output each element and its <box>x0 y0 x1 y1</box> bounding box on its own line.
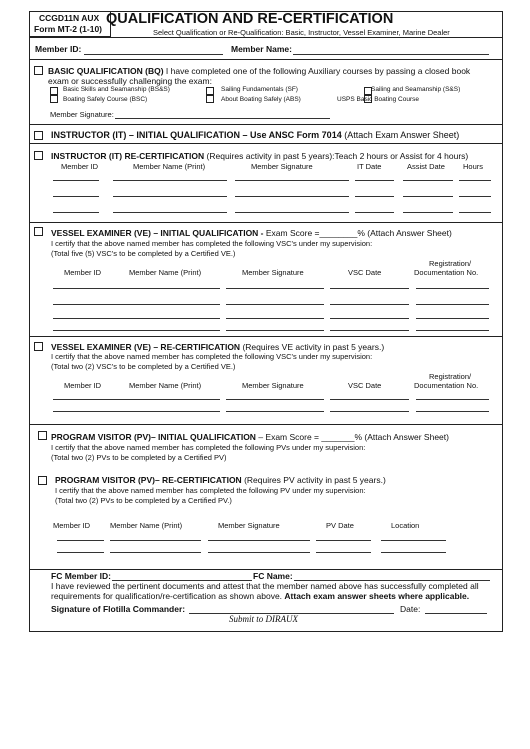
course-checkbox-bss[interactable] <box>50 87 58 95</box>
form-border <box>29 11 503 632</box>
ve-initial-text1: I certify that the above named member has completed the following VSC's under my supervision: <box>51 239 373 248</box>
divider <box>29 222 503 223</box>
col-registration: Registration/ <box>429 259 472 268</box>
course-sf: Sailing Fundamentals (SF) <box>221 86 298 93</box>
basic-qualification-title: BASIC QUALIFICATION (BQ) <box>48 66 164 76</box>
table-entry-line[interactable] <box>355 180 394 181</box>
pv-initial-note: – Exam Score = _______% (Attach Answer Sheet) <box>255 432 449 442</box>
ve-recert-heading <box>51 342 384 352</box>
member-id-label: Member ID: <box>35 44 82 54</box>
table-entry-line[interactable] <box>119 411 220 412</box>
table-entry-line[interactable] <box>403 196 453 197</box>
col-member-name: Member Name (Print) <box>129 381 202 390</box>
attestation-text1: I have reviewed the pertinent documents and attest that the member named above has successfully completed all <box>51 581 479 591</box>
table-entry-line[interactable] <box>119 399 220 400</box>
table-entry-line[interactable] <box>235 212 349 213</box>
table-entry-line[interactable] <box>226 304 324 305</box>
ve-initial-note: Exam Score =________% (Attach Answer Sheet) <box>263 228 452 238</box>
pv-initial-text1: I certify that the above named member has completed the following PVs under my supervision: <box>51 443 366 452</box>
course-bss: Basic Skills and Seamanship (BS&S) <box>63 86 170 93</box>
col-member-signature: Member Signature <box>251 162 313 171</box>
col-member-id: Member ID <box>53 521 91 530</box>
course-abs: About Boating Safely (ABS) <box>221 96 301 103</box>
attestation-text2b: Attach exam answer sheets where applicable. <box>284 591 470 601</box>
course-usps: USPS Basic Boating Course <box>337 96 420 103</box>
instructor-initial-heading <box>51 130 459 140</box>
table-entry-line[interactable] <box>416 399 489 400</box>
member-name-field[interactable] <box>293 54 489 55</box>
table-entry-line[interactable] <box>53 180 99 181</box>
col-member-name: Member Name (Print) <box>110 521 183 530</box>
instructor-recert-note: (Requires activity in past 5 years):Teach 2 hours or Assist for 4 hours) <box>204 151 469 161</box>
attestation-text2a: requirements for qualification/re-certification as shown above. <box>51 591 285 601</box>
table-entry-line[interactable] <box>235 196 349 197</box>
col-documentation: Documentation No. <box>414 268 479 277</box>
table-entry-line[interactable] <box>330 411 409 412</box>
table-entry-line[interactable] <box>381 540 446 541</box>
table-entry-line[interactable] <box>416 288 489 289</box>
col-member-signature: Member Signature <box>242 381 304 390</box>
attestation-text2 <box>51 591 469 601</box>
commander-signature-label: Signature of Flotilla Commander: <box>51 604 186 614</box>
page-title: QUALIFICATION AND RE-CERTIFICATION <box>106 11 394 27</box>
basic-qualification-text2: exam or successfully challenging the exam: <box>48 76 212 86</box>
table-entry-line[interactable] <box>226 318 324 319</box>
col-vsc-date: VSC Date <box>348 381 382 390</box>
table-entry-line[interactable] <box>57 540 104 541</box>
pv-recert-text2: (Total two (2) PVs to be completed by a Certified PV.) <box>55 496 232 505</box>
table-entry-line[interactable] <box>110 552 201 553</box>
pv-initial-title: PROGRAM VISITOR (PV)– INITIAL QUALIFICATION <box>51 432 256 442</box>
member-signature-field[interactable] <box>115 118 330 119</box>
table-entry-line[interactable] <box>416 318 489 319</box>
ve-initial-text2: (Total five (5) VSC's to be completed by a Certified VE.) <box>51 249 236 258</box>
ve-recert-checkbox[interactable] <box>34 342 43 351</box>
table-entry-line[interactable] <box>226 330 324 331</box>
table-entry-line[interactable] <box>355 212 394 213</box>
table-entry-line[interactable] <box>316 540 371 541</box>
pv-initial-checkbox[interactable] <box>38 431 47 440</box>
instructor-recert-heading <box>51 151 468 161</box>
table-entry-line[interactable] <box>330 330 409 331</box>
basic-qualification-heading <box>48 66 470 76</box>
table-entry-line[interactable] <box>113 196 227 197</box>
col-member-name: Member Name (Print) <box>133 162 206 171</box>
instructor-initial-title: INSTRUCTOR (IT) – INITIAL QUALIFICATION – Use ANSC Form 7014 <box>51 130 342 140</box>
pv-recert-heading <box>55 475 386 485</box>
pv-recert-note: (Requires PV activity in past 5 years.) <box>241 475 386 485</box>
table-entry-line[interactable] <box>355 196 394 197</box>
divider <box>29 37 503 38</box>
col-assist-date: Assist Date <box>407 162 445 171</box>
ve-recert-title: VESSEL EXAMINER (VE) – RE-CERTIFICATION <box>51 342 241 352</box>
fc-name-label: FC Name: <box>253 571 293 581</box>
fc-member-id-label: FC Member ID: <box>51 571 111 581</box>
table-entry-line[interactable] <box>459 212 491 213</box>
table-entry-line[interactable] <box>208 552 310 553</box>
table-entry-line[interactable] <box>119 288 220 289</box>
col-member-signature: Member Signature <box>242 268 304 277</box>
table-entry-line[interactable] <box>459 196 491 197</box>
col-documentation: Documentation No. <box>414 381 479 390</box>
table-entry-line[interactable] <box>416 304 489 305</box>
form-code: CCGD11N AUX <box>39 13 100 23</box>
instructor-recert-title: INSTRUCTOR (IT) RE-CERTIFICATION <box>51 151 205 161</box>
ve-initial-checkbox[interactable] <box>34 227 43 236</box>
ve-recert-note: (Requires VE activity in past 5 years.) <box>240 342 385 352</box>
table-entry-line[interactable] <box>403 180 453 181</box>
course-ss: Sailing and Seamanship (S&S) <box>371 86 461 93</box>
basic-qualification-checkbox[interactable] <box>34 66 43 75</box>
divider <box>29 424 503 425</box>
divider <box>29 336 503 337</box>
col-member-id: Member ID <box>64 268 102 277</box>
col-member-signature: Member Signature <box>218 521 280 530</box>
divider <box>29 143 503 144</box>
table-entry-line[interactable] <box>403 212 453 213</box>
instructor-initial-note: (Attach Exam Answer Sheet) <box>341 130 460 140</box>
ve-initial-heading <box>51 228 452 238</box>
member-signature-label: Member Signature: <box>50 110 114 119</box>
page-subtitle: Select Qualification or Re-Qualification: Basic, Instructor, Vessel Examiner, Marine Dealer <box>153 28 450 37</box>
pv-recert-title: PROGRAM VISITOR (PV)– RE-CERTIFICATION <box>55 475 242 485</box>
table-entry-line[interactable] <box>416 330 489 331</box>
table-entry-line[interactable] <box>226 288 324 289</box>
table-entry-line[interactable] <box>53 212 99 213</box>
date-label: Date: <box>400 604 421 614</box>
course-checkbox-sf[interactable] <box>206 87 214 95</box>
course-bsc: Boating Safely Course (BSC) <box>63 96 148 103</box>
course-checkbox-bsc[interactable] <box>50 95 58 103</box>
col-registration: Registration/ <box>429 372 472 381</box>
col-vsc-date: VSC Date <box>348 268 382 277</box>
table-entry-line[interactable] <box>330 288 409 289</box>
instructor-initial-checkbox[interactable] <box>34 131 43 140</box>
course-checkbox-abs[interactable] <box>206 95 214 103</box>
table-entry-line[interactable] <box>330 304 409 305</box>
divider <box>29 59 503 60</box>
table-entry-line[interactable] <box>330 399 409 400</box>
table-entry-line[interactable] <box>113 180 227 181</box>
col-it-date: IT Date <box>357 162 382 171</box>
divider <box>29 569 503 570</box>
table-entry-line[interactable] <box>53 196 99 197</box>
table-entry-line[interactable] <box>110 540 201 541</box>
col-member-id: Member ID <box>61 162 99 171</box>
pv-recert-checkbox[interactable] <box>38 476 47 485</box>
pv-initial-heading <box>51 432 449 442</box>
ve-initial-title: VESSEL EXAMINER (VE) – INITIAL QUALIFICATION - <box>51 228 264 238</box>
table-entry-line[interactable] <box>381 552 446 553</box>
table-entry-line[interactable] <box>330 318 409 319</box>
col-pv-date: PV Date <box>326 521 354 530</box>
member-id-field[interactable] <box>84 54 223 55</box>
col-location: Location <box>391 521 420 530</box>
table-entry-line[interactable] <box>119 330 220 331</box>
member-name-label: Member Name: <box>231 44 292 54</box>
table-entry-line[interactable] <box>208 540 310 541</box>
table-entry-line[interactable] <box>57 552 104 553</box>
col-member-id: Member ID <box>64 381 102 390</box>
table-entry-line[interactable] <box>113 212 227 213</box>
divider <box>29 124 503 125</box>
table-entry-line[interactable] <box>119 318 220 319</box>
pv-recert-text1: I certify that the above named member has completed the following PV under my supervision: <box>55 486 366 495</box>
table-entry-line[interactable] <box>226 411 324 412</box>
basic-qualification-text: I have completed one of the following Auxiliary courses by passing a closed book <box>163 66 471 76</box>
table-entry-line[interactable] <box>416 411 489 412</box>
table-entry-line[interactable] <box>459 180 491 181</box>
submit-instruction: Submit to DIRAUX <box>229 614 298 624</box>
form-number: Form MT-2 (1-10) <box>34 24 103 34</box>
col-member-name: Member Name (Print) <box>129 268 202 277</box>
table-entry-line[interactable] <box>235 180 349 181</box>
ve-recert-text2: (Total two (2) VSC's to be completed by a Certified VE.) <box>51 362 236 371</box>
pv-initial-text2: (Total two (2) PVs to be completed by a Certified PV) <box>51 453 227 462</box>
ve-recert-text1: I certify that the above named member has completed the following VSC's under my supervision: <box>51 352 373 361</box>
table-entry-line[interactable] <box>316 552 371 553</box>
date-field[interactable] <box>425 613 487 614</box>
table-entry-line[interactable] <box>119 304 220 305</box>
instructor-recert-checkbox[interactable] <box>34 151 43 160</box>
table-entry-line[interactable] <box>226 399 324 400</box>
col-hours: Hours <box>463 162 484 171</box>
